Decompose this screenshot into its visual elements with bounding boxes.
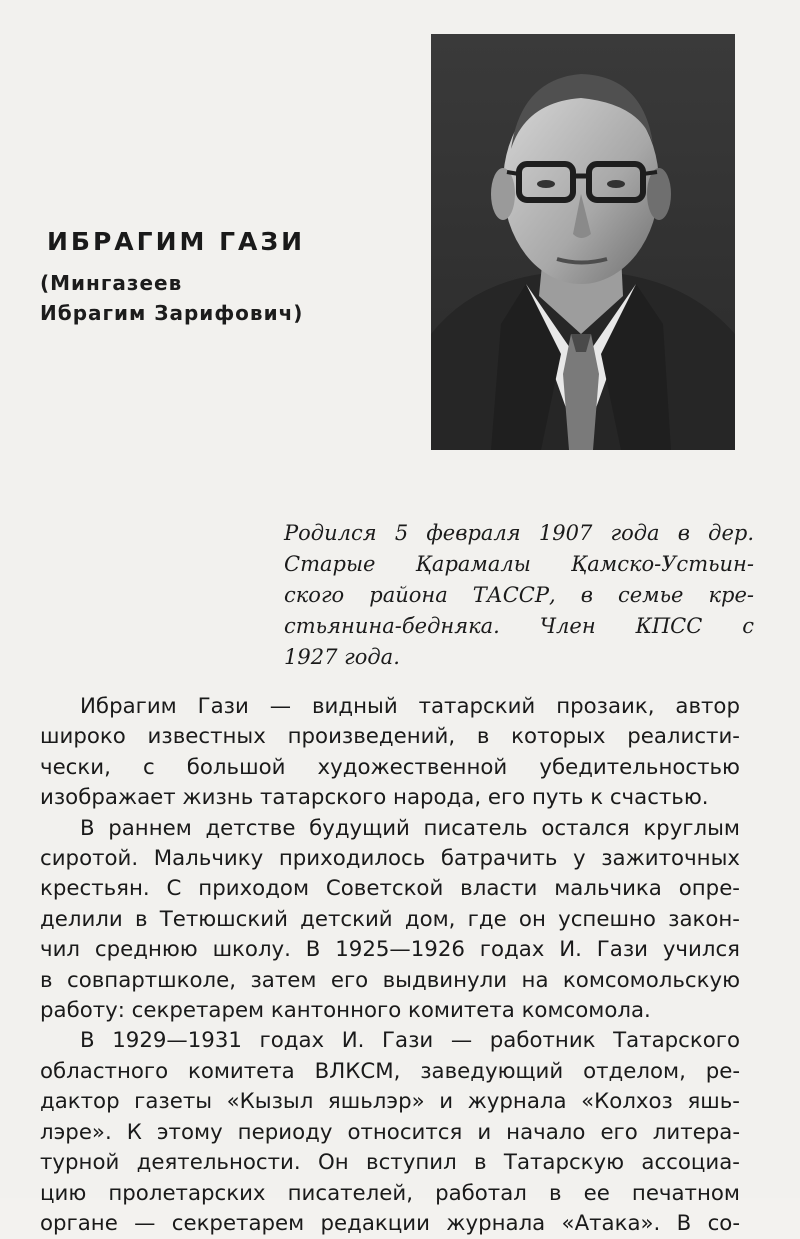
bio-line: ского района ТАССР, в семье кре- [284,583,754,607]
bio-line: 1927 года. [284,645,400,669]
body-line: В раннем детстве будущий писатель остался круглым [80,815,740,841]
body-line: цию пролетарских писателей, работал в ее печатном [40,1180,740,1206]
body-line: областного комитета ВЛКСМ, заведующий отделом, ре- [40,1058,740,1084]
body-line: дактор газеты «Кызыл яшьлэр» и журнала «Колхоз яшь- [40,1089,740,1115]
body-line: Ибрагим Гази — видный татарский прозаик, автор [80,694,740,719]
real-name-line-1: (Мингазеев [40,271,183,295]
real-name-line-2: Ибрагим Зарифович) [40,301,304,325]
article-body [40,692,740,1239]
body-line: сиротой. Мальчику приходилось батрачить у зажиточных [40,846,740,872]
body-line: делили в Тетюшский детский дом, где он успешно закон- [40,906,740,932]
body-line: изображает жизнь татарского народа, его путь к счастью. [40,785,709,811]
body-line: чески, с большой художественной убедительностью [40,754,740,780]
body-line: лэре». К этому периоду относится и начало его литера- [40,1119,740,1145]
body-line: органе — секретарем редакции журнала «Атака». В со- [40,1210,740,1236]
biographical-note [284,518,754,673]
body-line: в совпартшколе, затем его выдвинули на комсомольскую [40,967,740,993]
pen-name-heading: ИБРАГИМ ГАЗИ [47,227,306,256]
body-line: работу: секретарем кантонного комитета комсомола. [40,998,651,1024]
body-line: чил среднюю школу. В 1925—1926 годах И. Гази учился [40,937,740,963]
bio-line: Старые Қарамалы Қамско-Устьин- [284,552,754,576]
author-portrait-photo [431,34,735,450]
body-line: широко известных произведений, в которых реалисти- [40,724,740,750]
body-line: крестьян. С приходом Советской власти мальчика опре- [40,876,740,902]
real-name [40,268,303,328]
body-line: В 1929—1931 годах И. Гази — работник Татарского [80,1028,740,1054]
bio-line: стьянина-бедняка. Член КПСС с [284,614,754,638]
bio-line: Родился 5 февраля 1907 года в дер. [284,521,754,545]
body-line: турной деятельности. Он вступил в Татарскую ассоциа- [40,1150,740,1176]
